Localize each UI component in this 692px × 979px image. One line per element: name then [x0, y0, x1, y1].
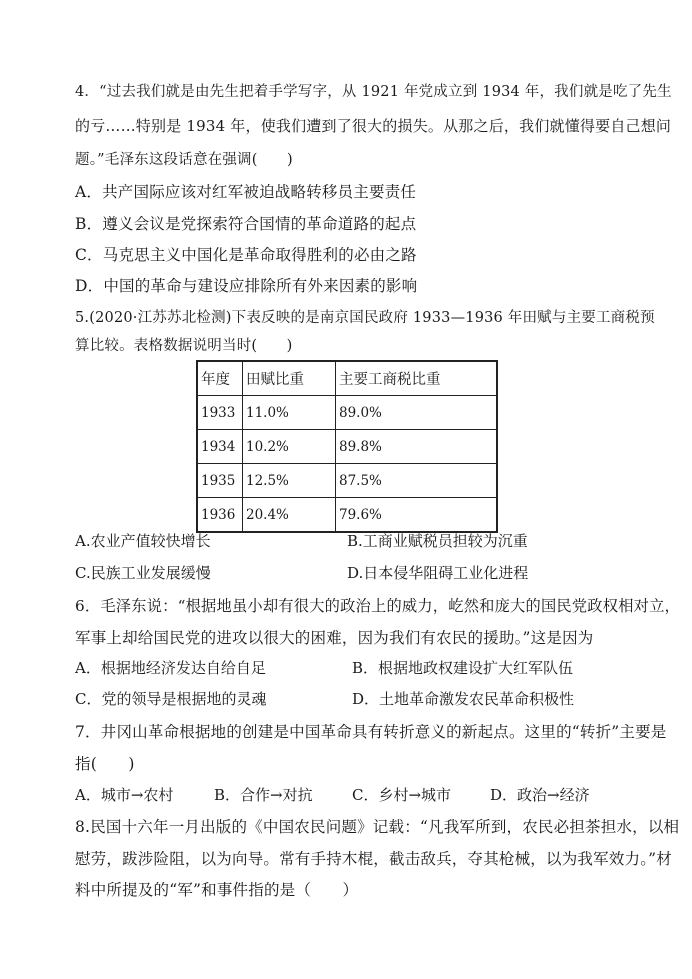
budget-table [196, 360, 498, 533]
table-cell: 89.8% [336, 430, 498, 464]
table-cell: 79.6% [336, 498, 498, 533]
table-row [197, 396, 497, 430]
q7-option-a: A．城市→农村 [75, 786, 174, 804]
q8-stem-line1: 8.民国十六年一月出版的《中国农民问题》记载：“凡我军所到，农民必担茶担水，以相 [75, 818, 680, 836]
q7-option-c: C．乡村→城市 [352, 786, 452, 804]
table-cell: 1933 [197, 396, 243, 430]
q4-option-d: D．中国的革命与建设应排除所有外来因素的影响 [75, 277, 418, 295]
table-cell: 1934 [197, 430, 243, 464]
table-header-cell: 田赋比重 [243, 361, 336, 396]
q5-option-c: C.民族工业发展缓慢 [75, 564, 211, 582]
table-header-cell: 年度 [197, 361, 243, 396]
q6-option-b: B．根据地政权建设扩大红军队伍 [352, 659, 574, 677]
table-cell: 87.5% [336, 464, 498, 498]
table-cell: 12.5% [243, 464, 336, 498]
table-cell: 20.4% [243, 498, 336, 533]
q7-stem-line1: 7．井冈山革命根据地的创建是中国革命具有转折意义的新起点。这里的“转折”主要是 [75, 723, 667, 741]
q6-stem-line1: 6．毛泽东说：“根据地虽小却有很大的政治上的威力，屹然和庞大的国民党政权相对立， [75, 597, 680, 615]
q6-option-d: D．土地革命激发农民革命积极性 [352, 690, 575, 708]
table-row [197, 498, 497, 533]
q8-stem-line2: 慰劳，跋涉险阻，以为向导。常有手持木棍，截击敌兵，夺其枪械，以为我军效力。”材 [75, 850, 672, 868]
q4-stem-line2: 的亏……特别是 1934 年，使我们遭到了很大的损失。从那之后，我们就懂得要自己想问 [75, 117, 672, 135]
q4-stem-line3: 题。”毛泽东这段话意在强调( ) [75, 152, 293, 168]
q7-option-b: B．合作→对抗 [214, 786, 313, 804]
table-cell: 89.0% [336, 396, 498, 430]
table-row [197, 430, 497, 464]
table-cell: 1935 [197, 464, 243, 498]
table-row [197, 464, 497, 498]
q4-option-a: A．共产国际应该对红军被迫战略转移员主要责任 [75, 183, 417, 201]
table-cell: 11.0% [243, 396, 336, 430]
q6-option-c: C．党的领导是根据地的灵魂 [75, 690, 267, 708]
table-cell: 10.2% [243, 430, 336, 464]
table-cell: 1936 [197, 498, 243, 533]
q7-stem-line2: 指( ) [75, 755, 135, 773]
q7-option-d: D．政治→经济 [490, 786, 590, 804]
q8-stem-line3: 料中所提及的“军”和事件指的是（ ） [75, 881, 359, 899]
q6-option-a: A．根据地经济发达自给自足 [75, 659, 266, 677]
q5-stem-line2: 算比较。表格数据说明当时( ) [75, 338, 293, 354]
q5-stem-line1: 5.(2020·江苏苏北检测)下表反映的是南京国民政府 1933—1936 年田赋与主要工商税预 [75, 310, 655, 326]
table-header-row [197, 361, 497, 396]
q4-option-b: B．遵义会议是党探索符合国情的革命道路的起点 [75, 215, 417, 233]
q5-option-d: D.日本侵华阻碍工业化进程 [347, 564, 529, 582]
q5-option-a: A.农业产值较快增长 [75, 532, 211, 550]
q4-option-c: C．马克思主义中国化是革命取得胜利的必由之路 [75, 246, 417, 264]
q4-stem-line1: 4．“过去我们就是由先生把着手学写字，从 1921 年党成立到 1934 年，我们就是吃了先生 [75, 84, 672, 100]
table-header-cell: 主要工商税比重 [336, 361, 498, 396]
q5-option-b: B.工商业赋税员担较为沉重 [347, 532, 528, 550]
q6-stem-line2: 军事上却给国民党的进攻以很大的困难，因为我们有农民的援助。”这是因为 [75, 629, 594, 647]
